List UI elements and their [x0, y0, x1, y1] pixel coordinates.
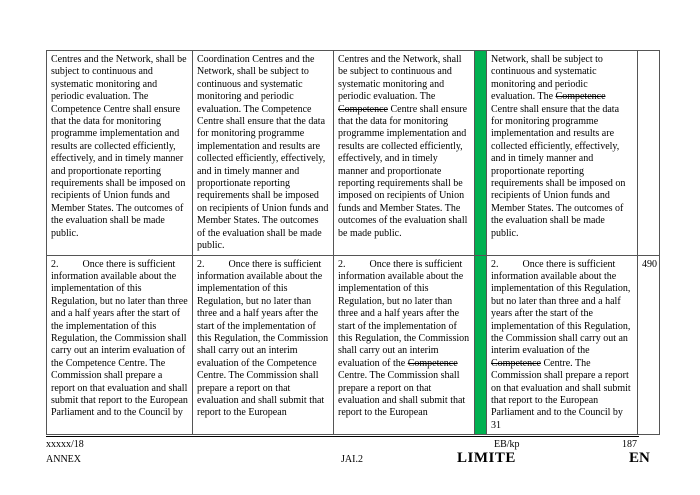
- table-cell-parliament-text: Centres and the Network, shall be subject to continuous and systematic monitoring and periodic evaluation. The Competence Centre shall ensure that the data for monitoring programme implementation and results are collected efficiently, effectively, and in timely manner and proportionate reporting requirements shall be imposed on recipients of Union funds and Member States. The outcomes of the evaluation shall be made public.: [334, 51, 475, 256]
- table-cell-commission-text: Centres and the Network, shall be subject to continuous and systematic monitoring and periodic evaluation. The Competence Centre shall ensure that the data for monitoring programme implementation and results are collected efficiently, effectively, and in timely manner and proportionate reporting requirements shall be imposed on recipients of Union funds and Member States. The outcomes of the evaluation shall be made public.: [47, 51, 193, 256]
- table-cell-council-text: 2. Once there is sufficient information available about the implementation of this Regulation, but no later than three and a half years after the start of the implementation of this Regulation, the Commission shall carry out an interim evaluation of the Competence Centre. The Commission shall prepare a report on that evaluation and shall submit that report to the European: [193, 255, 334, 435]
- struck-text: Competence: [407, 357, 458, 369]
- table-cell-commission-text: 2. Once there is sufficient information available about the implementation of this Regulation, but no later than three and a half years after the start of the implementation of this Regulation, the Commission shall carry out an interim evaluation of the Competence Centre. The Commission shall prepare a report on that evaluation and shall submit that report to the European Parliament and to the Council by: [47, 255, 193, 435]
- footer-initials: EB/kp: [494, 439, 520, 450]
- table-row: [47, 255, 660, 435]
- table-cell-council-text: Coordination Centres and the Network, shall be subject to continuous and systematic monitoring and periodic evaluation. The Competence Centre shall ensure that the data for monitoring programme implementation and results are collected efficiently, effectively, and in timely manner and proportionate reporting requirements shall be imposed on recipients of Union funds and Member States. The outcomes of the evaluation shall be made public.: [193, 51, 334, 256]
- row-number-cell: [638, 51, 660, 256]
- table-row: [47, 51, 660, 256]
- table-cell-compromise-text: 2. Once there is sufficient information available about the implementation of this Regulation, but no later than three and a half years after the start of the implementation of this Regulation, the Commission shall carry out an interim evaluation of the Competence Centre. The Commission shall prepare a report on that evaluation and shall submit that report to the European Parliament and to the Council by 31: [487, 255, 638, 435]
- struck-text: Competence: [338, 103, 388, 115]
- row-number: 490: [638, 255, 660, 435]
- table-cell-parliament-text: 2. Once there is sufficient information available about the implementation of this Regulation, but no later than three and a half years after the start of the implementation of this Regulation, the Commission shall carry out an interim evaluation of the Competence Centre. The Commission shall prepare a report on that evaluation and shall submit that report to the European: [334, 255, 475, 435]
- comparison-table: [46, 50, 660, 435]
- table-cell-compromise-text: Network, shall be subject to continuous and systematic monitoring and periodic evaluation. The Competence Centre shall ensure that the data for monitoring programme implementation and results are collected efficiently, effectively, and in timely manner and proportionate reporting requirements shall be imposed on recipients of Union funds and Member States. The outcomes of the evaluation shall be made public.: [487, 51, 638, 256]
- language-code: EN: [629, 450, 650, 466]
- footer-department: JAI.2: [341, 454, 363, 465]
- struck-text: Competence: [491, 357, 541, 369]
- page-number: 187: [622, 439, 637, 450]
- footer-divider: [46, 436, 639, 437]
- footer-annex: ANNEX: [46, 454, 81, 465]
- footer-reference: xxxxx/18: [46, 439, 84, 450]
- green-status-column: [475, 255, 487, 435]
- struck-text: Competence: [555, 91, 606, 103]
- green-status-column: [475, 51, 487, 256]
- classification-marking: LIMITE: [457, 450, 516, 466]
